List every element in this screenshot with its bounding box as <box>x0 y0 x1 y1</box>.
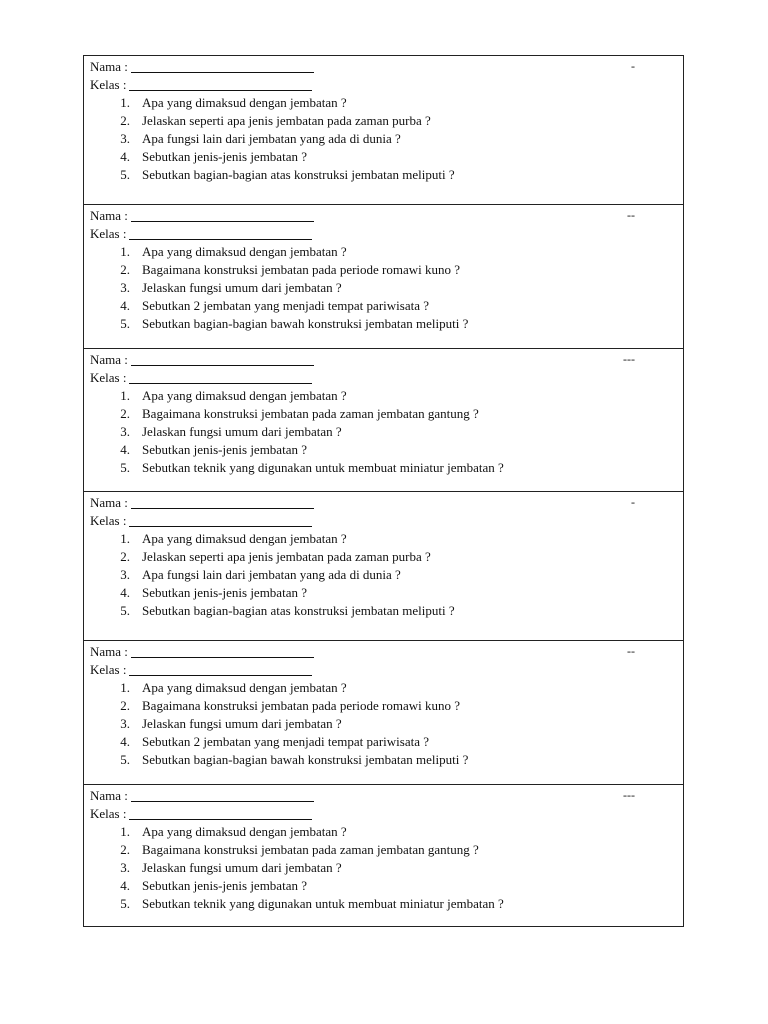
question-text: Apa yang dimaksud dengan jembatan ? <box>142 95 347 110</box>
question-text: Apa yang dimaksud dengan jembatan ? <box>142 680 347 695</box>
list-item: 3. Jelaskan fungsi umum dari jembatan ? <box>120 860 342 875</box>
list-item: 1. Apa yang dimaksud dengan jembatan ? <box>120 824 347 839</box>
list-item: 4. Sebutkan 2 jembatan yang menjadi tempat pariwisata ? <box>120 298 429 313</box>
question-text: Apa fungsi lain dari jembatan yang ada di dunia ? <box>142 567 401 582</box>
question-list <box>90 530 677 620</box>
card-marker: --- <box>623 352 635 366</box>
question-text: Sebutkan bagian-bagian atas konstruksi jembatan meliputi ? <box>142 603 455 618</box>
question-text: Jelaskan seperti apa jenis jembatan pada zaman purba ? <box>142 113 431 128</box>
nama-field <box>90 207 677 225</box>
nama-blank-line[interactable] <box>131 645 314 658</box>
question-text: Jelaskan fungsi umum dari jembatan ? <box>142 424 342 439</box>
kelas-blank-line[interactable] <box>129 807 312 820</box>
card-marker: -- <box>627 644 635 658</box>
list-item: 5. Sebutkan teknik yang digunakan untuk membuat miniatur jembatan ? <box>120 896 504 911</box>
worksheet-table <box>83 55 684 927</box>
question-card-4 <box>83 491 684 640</box>
question-text: Jelaskan seperti apa jenis jembatan pada zaman purba ? <box>142 549 431 564</box>
question-list <box>90 823 677 913</box>
kelas-field <box>90 661 677 679</box>
kelas-blank-line[interactable] <box>129 663 312 676</box>
list-item: 5. Sebutkan teknik yang digunakan untuk membuat miniatur jembatan ? <box>120 460 504 475</box>
question-list <box>90 94 677 184</box>
list-item: 5. Sebutkan bagian-bagian atas konstruksi jembatan meliputi ? <box>120 603 455 618</box>
question-text: Apa yang dimaksud dengan jembatan ? <box>142 388 347 403</box>
nama-field <box>90 643 677 661</box>
nama-blank-line[interactable] <box>131 353 314 366</box>
nama-label: Nama : <box>90 788 128 803</box>
question-text: Sebutkan jenis-jenis jembatan ? <box>142 149 307 164</box>
kelas-label: Kelas : <box>90 662 127 677</box>
list-item: 3. Apa fungsi lain dari jembatan yang ada di dunia ? <box>120 567 401 582</box>
card-marker: -- <box>627 208 635 222</box>
list-item: 2. Bagaimana konstruksi jembatan pada periode romawi kuno ? <box>120 262 461 277</box>
nama-blank-line[interactable] <box>131 496 314 509</box>
question-text: Apa yang dimaksud dengan jembatan ? <box>142 824 347 839</box>
list-item: 3. Jelaskan fungsi umum dari jembatan ? <box>120 424 342 439</box>
kelas-field <box>90 805 677 823</box>
list-item: 2. Bagaimana konstruksi jembatan pada zaman jembatan gantung ? <box>120 842 479 857</box>
question-text: Sebutkan jenis-jenis jembatan ? <box>142 878 307 893</box>
nama-field <box>90 494 677 512</box>
nama-label: Nama : <box>90 495 128 510</box>
kelas-label: Kelas : <box>90 513 127 528</box>
question-text: Sebutkan jenis-jenis jembatan ? <box>142 442 307 457</box>
question-text: Jelaskan fungsi umum dari jembatan ? <box>142 280 342 295</box>
list-item: 3. Jelaskan fungsi umum dari jembatan ? <box>120 716 342 731</box>
question-text: Apa yang dimaksud dengan jembatan ? <box>142 244 347 259</box>
list-item: 4. Sebutkan jenis-jenis jembatan ? <box>120 878 307 893</box>
kelas-field <box>90 512 677 530</box>
list-item: 2. Jelaskan seperti apa jenis jembatan pada zaman purba ? <box>120 549 431 564</box>
question-list <box>90 387 677 477</box>
question-text: Bagaimana konstruksi jembatan pada zaman jembatan gantung ? <box>142 842 479 857</box>
kelas-label: Kelas : <box>90 77 127 92</box>
list-item: 4. Sebutkan jenis-jenis jembatan ? <box>120 149 307 164</box>
list-item: 2. Jelaskan seperti apa jenis jembatan pada zaman purba ? <box>120 113 431 128</box>
list-item: 1. Apa yang dimaksud dengan jembatan ? <box>120 95 347 110</box>
question-list <box>90 679 677 769</box>
nama-label: Nama : <box>90 352 128 367</box>
kelas-field <box>90 369 677 387</box>
question-text: Apa yang dimaksud dengan jembatan ? <box>142 531 347 546</box>
list-item: 5. Sebutkan bagian-bagian atas konstruksi jembatan meliputi ? <box>120 167 455 182</box>
question-text: Sebutkan 2 jembatan yang menjadi tempat pariwisata ? <box>142 734 429 749</box>
kelas-blank-line[interactable] <box>129 227 312 240</box>
list-item: 2. Bagaimana konstruksi jembatan pada zaman jembatan gantung ? <box>120 406 479 421</box>
question-text: Sebutkan bagian-bagian bawah konstruksi jembatan meliputi ? <box>142 316 469 331</box>
question-list <box>90 243 677 333</box>
kelas-label: Kelas : <box>90 370 127 385</box>
list-item: 1. Apa yang dimaksud dengan jembatan ? <box>120 388 347 403</box>
question-card-3 <box>83 348 684 491</box>
list-item: 3. Apa fungsi lain dari jembatan yang ada di dunia ? <box>120 131 401 146</box>
question-text: Sebutkan teknik yang digunakan untuk membuat miniatur jembatan ? <box>142 460 504 475</box>
kelas-label: Kelas : <box>90 226 127 241</box>
kelas-blank-line[interactable] <box>129 514 312 527</box>
question-card-2 <box>83 204 684 348</box>
question-text: Bagaimana konstruksi jembatan pada zaman jembatan gantung ? <box>142 406 479 421</box>
nama-label: Nama : <box>90 208 128 223</box>
kelas-label: Kelas : <box>90 806 127 821</box>
question-text: Sebutkan 2 jembatan yang menjadi tempat pariwisata ? <box>142 298 429 313</box>
nama-field <box>90 351 677 369</box>
question-text: Sebutkan bagian-bagian atas konstruksi jembatan meliputi ? <box>142 167 455 182</box>
nama-blank-line[interactable] <box>131 209 314 222</box>
question-text: Jelaskan fungsi umum dari jembatan ? <box>142 860 342 875</box>
nama-field <box>90 787 677 805</box>
kelas-field <box>90 76 677 94</box>
list-item: 2. Bagaimana konstruksi jembatan pada periode romawi kuno ? <box>120 698 461 713</box>
nama-label: Nama : <box>90 59 128 74</box>
kelas-blank-line[interactable] <box>129 78 312 91</box>
card-marker: --- <box>623 788 635 802</box>
list-item: 5. Sebutkan bagian-bagian bawah konstruksi jembatan meliputi ? <box>120 316 469 331</box>
question-text: Sebutkan jenis-jenis jembatan ? <box>142 585 307 600</box>
question-text: Apa fungsi lain dari jembatan yang ada di dunia ? <box>142 131 401 146</box>
kelas-blank-line[interactable] <box>129 371 312 384</box>
list-item: 5. Sebutkan bagian-bagian bawah konstruksi jembatan meliputi ? <box>120 752 469 767</box>
question-text: Sebutkan teknik yang digunakan untuk membuat miniatur jembatan ? <box>142 896 504 911</box>
list-item: 4. Sebutkan jenis-jenis jembatan ? <box>120 585 307 600</box>
nama-blank-line[interactable] <box>131 789 314 802</box>
question-text: Bagaimana konstruksi jembatan pada periode romawi kuno ? <box>142 262 461 277</box>
list-item: 4. Sebutkan jenis-jenis jembatan ? <box>120 442 307 457</box>
list-item: 4. Sebutkan 2 jembatan yang menjadi tempat pariwisata ? <box>120 734 429 749</box>
question-card-6 <box>83 784 684 927</box>
card-marker: - <box>631 59 635 73</box>
list-item: 1. Apa yang dimaksud dengan jembatan ? <box>120 244 347 259</box>
question-text: Jelaskan fungsi umum dari jembatan ? <box>142 716 342 731</box>
question-text: Sebutkan bagian-bagian bawah konstruksi jembatan meliputi ? <box>142 752 469 767</box>
question-card-5 <box>83 640 684 784</box>
card-marker: - <box>631 495 635 509</box>
nama-blank-line[interactable] <box>131 60 314 73</box>
question-text: Bagaimana konstruksi jembatan pada periode romawi kuno ? <box>142 698 461 713</box>
nama-label: Nama : <box>90 644 128 659</box>
nama-field <box>90 58 677 76</box>
kelas-field <box>90 225 677 243</box>
list-item: 1. Apa yang dimaksud dengan jembatan ? <box>120 531 347 546</box>
list-item: 3. Jelaskan fungsi umum dari jembatan ? <box>120 280 342 295</box>
question-card-1 <box>83 55 684 204</box>
list-item: 1. Apa yang dimaksud dengan jembatan ? <box>120 680 347 695</box>
